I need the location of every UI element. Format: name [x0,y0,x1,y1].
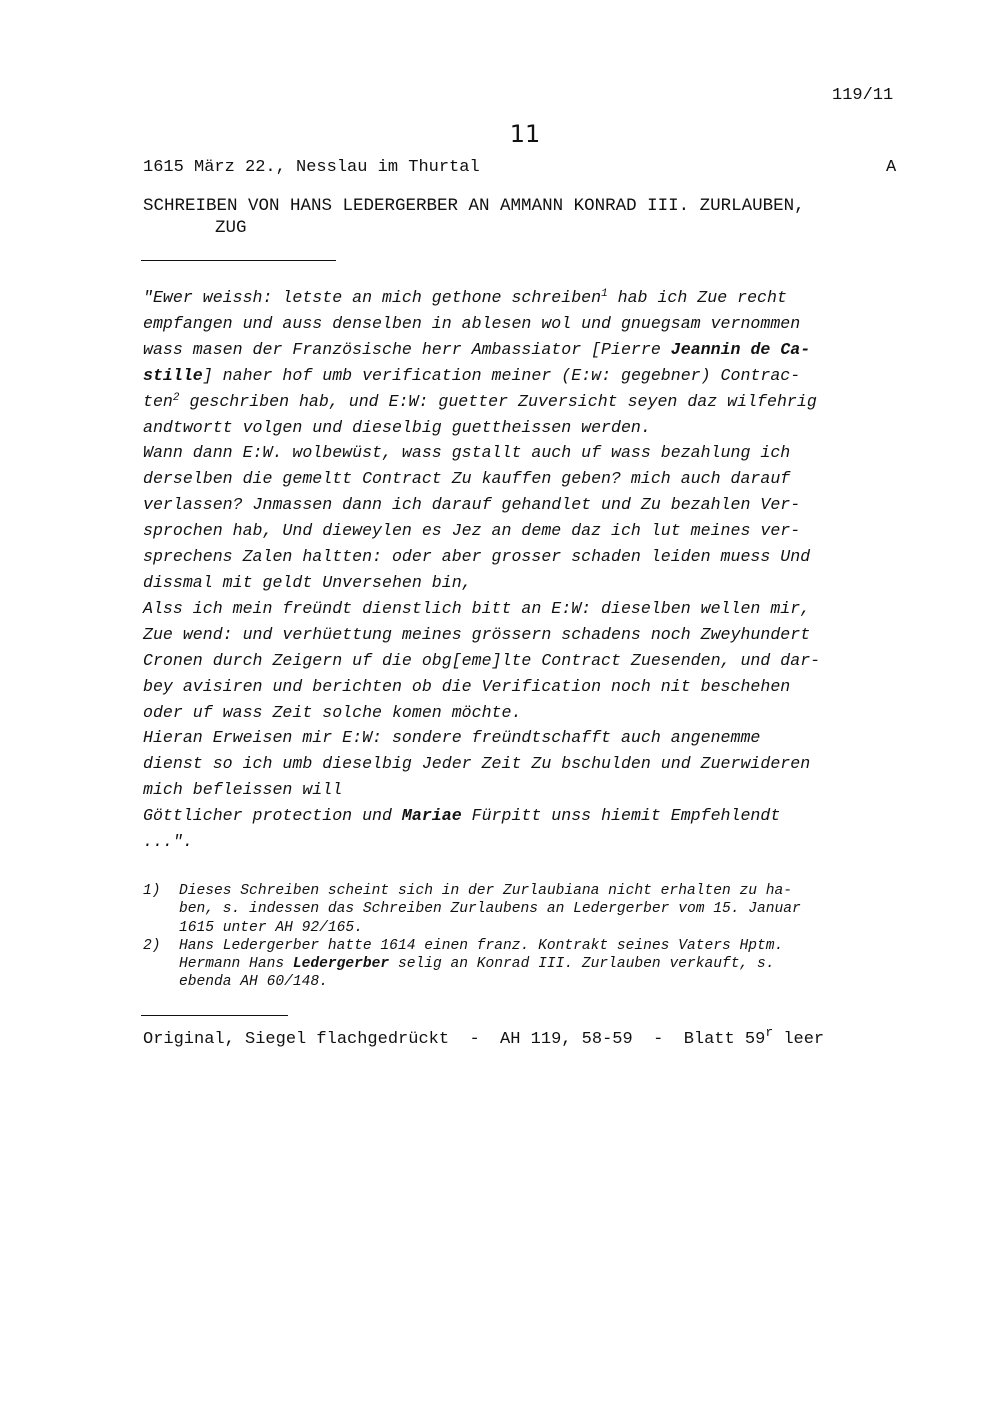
body-line: bey avisiren und berichten ob die Verification noch nit beschehen [143,676,791,696]
source-note: Original, Siegel flachgedrückt - AH 119, 58-59 - Blatt 59$^r$ leer [143,1025,825,1049]
body-line: andtwortt volgen und dieselbig guettheissen werden. [143,417,651,437]
body-line: empfangen und auss denselben in ablesen wol und gnuegsam vernommen [143,313,801,333]
body-line: verlassen? Jnmassen dann ich darauf gehandlet und Zu bezahlen Ver- [143,495,801,515]
body-line: ten$^2$ geschriben hab, und E:W: guetter Zuversicht seyen daz wilfehrig [143,391,817,411]
body-line: mich befleissen will [143,780,343,800]
name-mariae: Mariae [401,806,462,826]
body-line: Wann dann E:W. wolbewüst, wass gstallt auch uf wass bezahlung ich [143,443,791,463]
body-line: derselben die gemeltt Contract Zu kauffen geben? mich auch darauf [143,469,791,489]
document-class: A [886,158,897,177]
document-title-line-1: SCHREIBEN VON HANS LEDERGERBER AN AMMANN KONRAD III. ZURLAUBEN, [143,196,805,216]
body-line: Göttlicher protection und Mariae Fürpitt unss hiemit Empfehlendt [143,806,781,826]
body-line: dienst so ich umb dieselbig Jeder Zeit Zu bschulden und Zuerwideren [143,754,811,774]
page-reference: 119/11 [832,86,894,105]
body-line: Hieran Erweisen mir E:W: sondere freündtschafft auch angenemme [143,728,761,748]
footnote-text: Dieses Schreiben scheint sich in der Zurlaubiana nicht erhalten zu ha- ben, s. indessen das Schreiben Zurlaubens an Ledergerber vom 15. Januar 1615 unter AH 92/165. [179,883,801,936]
document-title-line-2: ZUG [215,218,247,238]
letter-body [143,285,903,855]
footnote-divider [141,1015,288,1016]
body-line: sprochen hab, Und dieweylen es Jez an deme daz ich lut meines ver- [143,521,801,541]
footnotes [143,882,903,992]
body-line: wass masen der Französische herr Ambassiator [Pierre Jeannin de Ca- [143,339,811,359]
footnote-2 [143,937,903,992]
title-divider [141,260,336,261]
body-line: dissmal mit geldt Unversehen bin, [143,572,472,592]
footnote-ref-2: 2 [172,391,180,404]
date-place: 1615 März 22., Nesslau im Thurtal [143,158,480,177]
body-line: ...". [143,832,193,852]
footnote-number: 1) [143,883,161,899]
name-jeannin: Jeannin de Ca- [670,339,811,359]
body-line: Cronen durch Zeigern uf die obg[eme]lte Contract Zuesenden, und dar- [143,650,821,670]
body-line: Alss ich mein freündt dienstlich bitt an E:W: dieselben wellen mir, [143,598,811,618]
footnote-text: Hans Ledergerber hatte 1614 einen franz. Kontrakt seines Vaters Hptm. Hermann Hans Ledergerber selig an Konrad III. Zurlauben verkauft, s. ebenda AH 60/148. [179,937,784,991]
body-line: sprechens Zalen haltten: oder aber grosser schaden leiden muess Und [143,547,811,567]
body-line: "Ewer weissh: letste an mich gethone schreiben$^1$ hab ich Zue recht [143,288,787,307]
footnote-ref-1: 1 [601,288,608,300]
footnote-1 [143,882,903,937]
footnote-number: 2) [143,937,161,954]
name-castille: stille [143,365,203,385]
recto-superscript: r [765,1025,774,1040]
document-number: 11 [509,120,541,148]
body-line: Zue wend: und verhüettung meines grössern schadens noch Zweyhundert [143,624,811,644]
body-line: oder uf wass Zeit solche komen möchte. [143,702,522,722]
body-line: stille] naher hof umb verification meiner (E:w: gegebner) Contrac- [143,365,801,385]
name-ledergerber: Ledergerber [292,956,390,973]
